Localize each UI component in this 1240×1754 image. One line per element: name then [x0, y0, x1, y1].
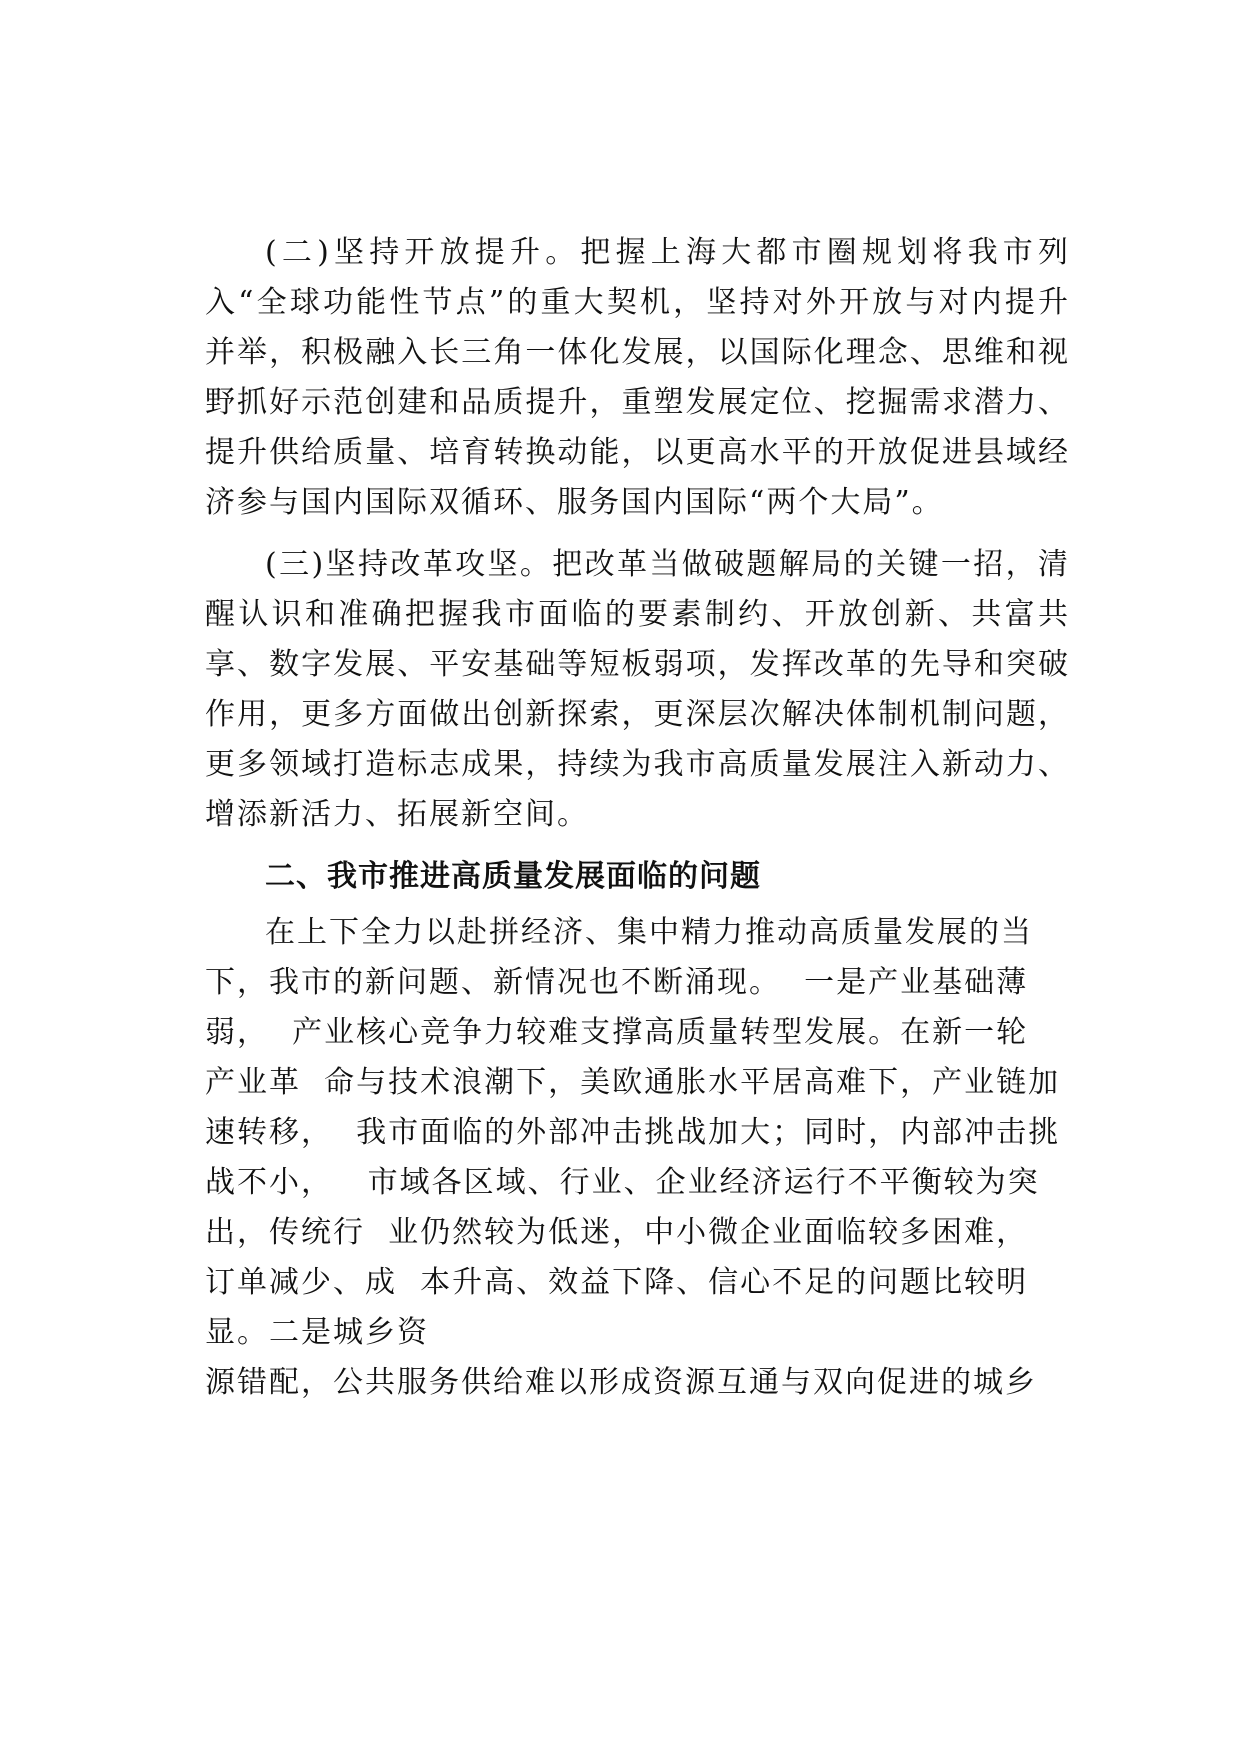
text-line: 战不小， 市域各区域、行业、企业经济运行不平衡较为突	[205, 1165, 1040, 1200]
text-line: 弱， 产业核心竞争力较难支撑高质量转型发展。在新一轮	[205, 1015, 1029, 1050]
text-line: 在上下全力以赴拼经济、集中精力推动高质量发展的当	[265, 915, 1033, 950]
paragraph-opening-up: (二)坚持开放提升。把握上海大都市圈规划将我市列入“全球功能性节点”的重大契机，坚持对外开放与对内提升并举，积极融入长三角一体化发展，以国际化理念、思维和视野抓好示范创建和品质提升，重塑发展定位、挖掘需求潜力、提升供给质量、培育转换动能，以更高水平的开放促进县域经济参与国内国际双循环、服务国内国际“两个大局”。	[205, 235, 1070, 520]
document-body	[205, 228, 1070, 1408]
text-line: 下，我市的新问题、新情况也不断涌现。 一是产业基础薄	[205, 965, 1029, 1000]
text-line: 订单减少、成 本升高、效益下降、信心不足的问题比较明	[205, 1265, 1029, 1300]
section-heading: 二、我市推进高质量发展面临的问题	[265, 859, 761, 894]
paragraph-reform: (三)坚持改革攻坚。把改革当做破题解局的关键一招，清醒认识和准确把握我市面临的要素制约、开放创新、共富共享、数字发展、平安基础等短板弱项，发挥改革的先导和突破作用，更多方面做出创新探索，更深层次解决体制机制问题，更多领域打造标志成果，持续为我市高质量发展注入新动力、增添新活力、拓展新空间。	[205, 547, 1070, 832]
text-line: 出，传统行 业仍然较为低迷，中小微企业面临较多困难，	[205, 1215, 1029, 1250]
text-line: 速转移， 我市面临的外部冲击挑战加大；同时，内部冲击挑	[205, 1115, 1061, 1150]
text-line: 产业革 命与技术浪潮下，美欧通胀水平居高难下，产业链加	[205, 1065, 1061, 1100]
paragraph-problems	[205, 908, 1070, 1408]
text-line: 源错配，公共服务供给难以形成资源互通与双向促进的城乡	[205, 1365, 1037, 1400]
text-line: 显。二是城乡资	[205, 1315, 429, 1350]
